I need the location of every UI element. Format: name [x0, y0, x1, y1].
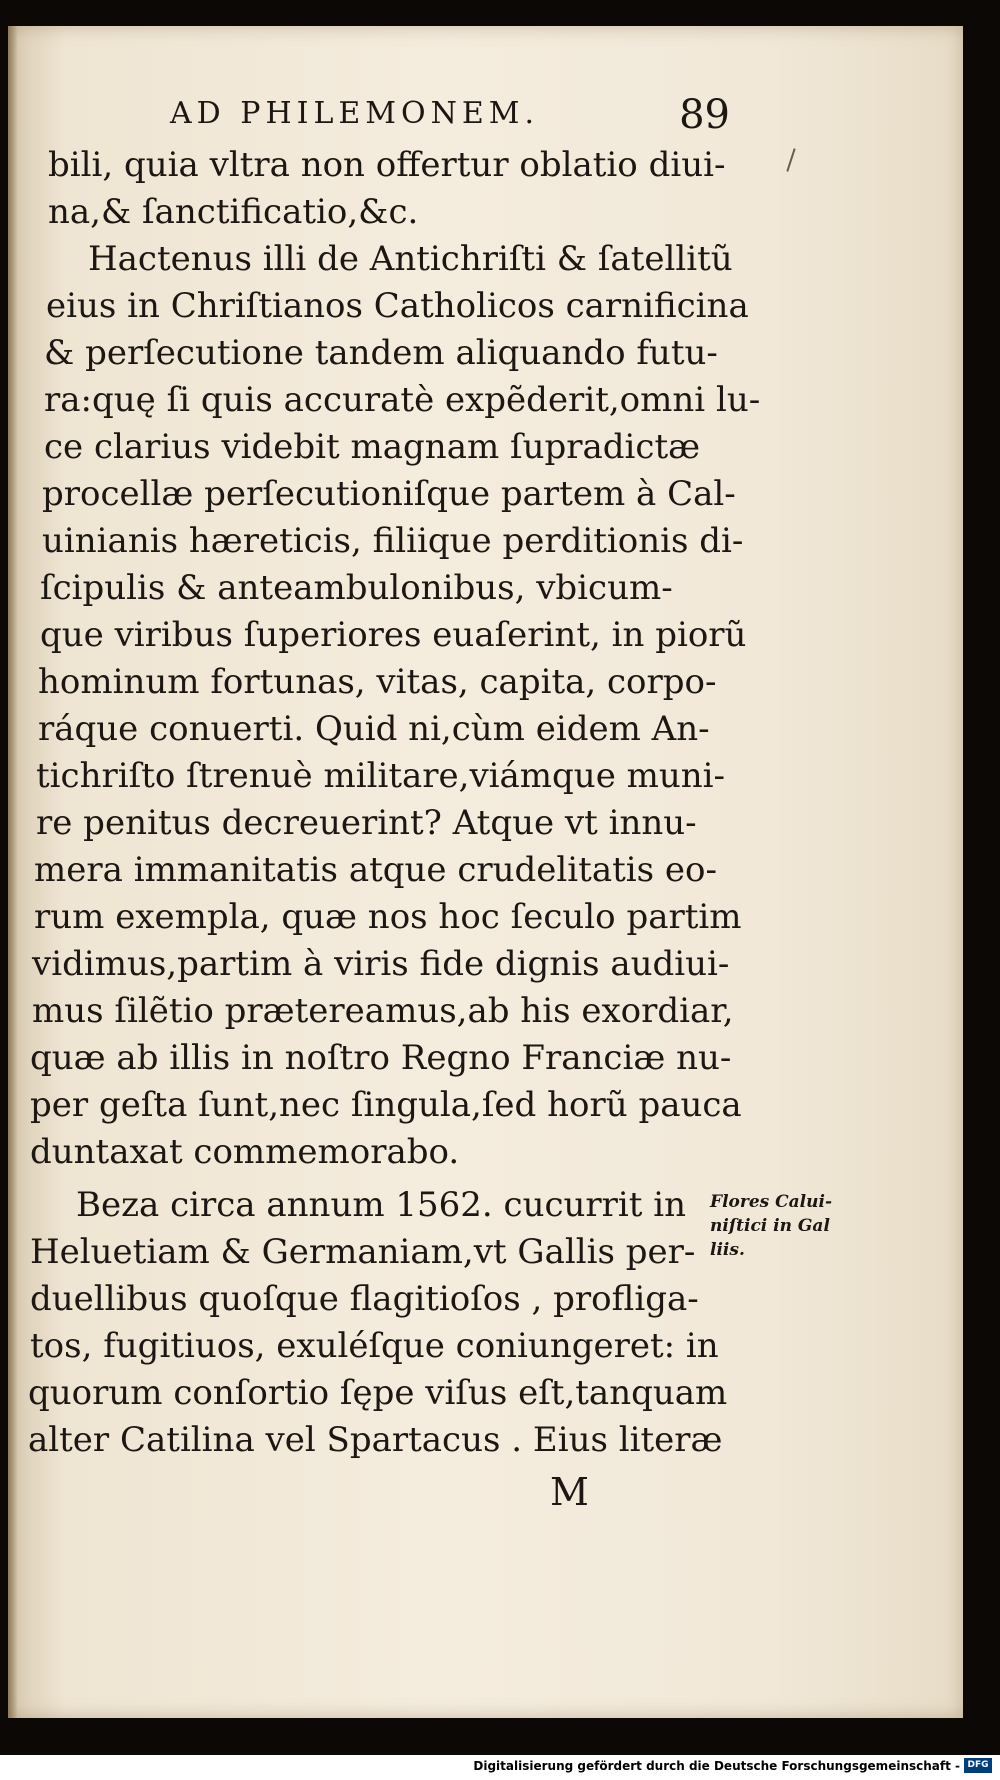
page-number: 89 — [679, 92, 730, 138]
text-line: tichriſto ſtrenuè militare,viámque muni- — [36, 756, 726, 796]
marginal-note — [710, 1190, 880, 1262]
text-line: tos, fugitiuos, exuléſque coniungeret: in — [30, 1326, 719, 1366]
text-line: & perſecutione tandem aliquando futu- — [44, 333, 718, 373]
dfg-logo: DFG — [964, 1758, 992, 1773]
marginal-note-line: liis. — [710, 1240, 745, 1260]
running-head: AD PHILEMONEM. — [170, 96, 539, 131]
text-line: rum exempla, quæ nos hoc ſeculo partim — [34, 897, 742, 937]
text-line: ſcipulis & anteambulonibus, vbicum- — [40, 568, 673, 608]
text-line: quæ ab illis in noſtro Regno Franciæ nu- — [30, 1038, 732, 1078]
text-line: procellæ perſecutioniſque partem à Cal- — [42, 474, 736, 514]
catchword: M — [550, 1470, 589, 1514]
text-line: ce clarius videbit magnam ſupradictæ — [44, 427, 701, 467]
text-line: ráque conuerti. Quid ni,cùm eidem An- — [38, 709, 710, 749]
text-line: mera immanitatis atque crudelitatis eo- — [34, 850, 717, 890]
text-line: duellibus quoſque flagitioſos , profliga- — [30, 1279, 699, 1319]
text-line: re penitus decreuerint? Atque vt innu- — [36, 803, 697, 843]
footer-bar — [0, 1755, 1000, 1780]
marginal-note-line: niſtici in Gal — [710, 1216, 830, 1236]
text-line: bili, quia vltra non offertur oblatio diui- — [48, 145, 726, 185]
text-line: ra:quę ſi quis accuratè expẽderit,omni lu- — [44, 380, 761, 420]
text-line: duntaxat commemorabo. — [30, 1132, 460, 1172]
funding-credit: Digitalisierung gefördert durch die Deutsche Forschungsgemeinschaft - — [473, 1759, 960, 1773]
marginal-note-line: Flores Calui- — [710, 1192, 833, 1212]
text-line: hominum fortunas, vitas, capita, corpo- — [38, 662, 717, 702]
text-line: mus ſilẽtio prætereamus,ab his exordiar, — [32, 991, 734, 1031]
text-line: Beza circa annum 1562. cucurrit in — [76, 1185, 687, 1225]
text-line: alter Catilina vel Spartacus . Eius literæ — [28, 1420, 723, 1460]
text-line: que viribus ſuperiores euaſerint, in piorũ — [40, 615, 747, 655]
text-line: Hactenus illi de Antichriſti & ſatellitũ — [88, 239, 733, 279]
text-line: per geſta ſunt,nec ſingula,ſed horũ pauca — [30, 1085, 742, 1125]
text-line: uinianis hæreticis, filiique perditionis di- — [42, 521, 744, 561]
text-line: eius in Chriſtianos Catholicos carnificina — [46, 286, 749, 326]
text-line: quorum conſortio ſępe viſus eſt,tanquam — [28, 1373, 728, 1413]
text-line: vidimus,partim à viris fide dignis audiui- — [32, 944, 730, 984]
text-line: na,& ſanctificatio,&c. — [48, 192, 419, 232]
text-line: Heluetiam & Germaniam,vt Gallis per- — [30, 1232, 696, 1272]
